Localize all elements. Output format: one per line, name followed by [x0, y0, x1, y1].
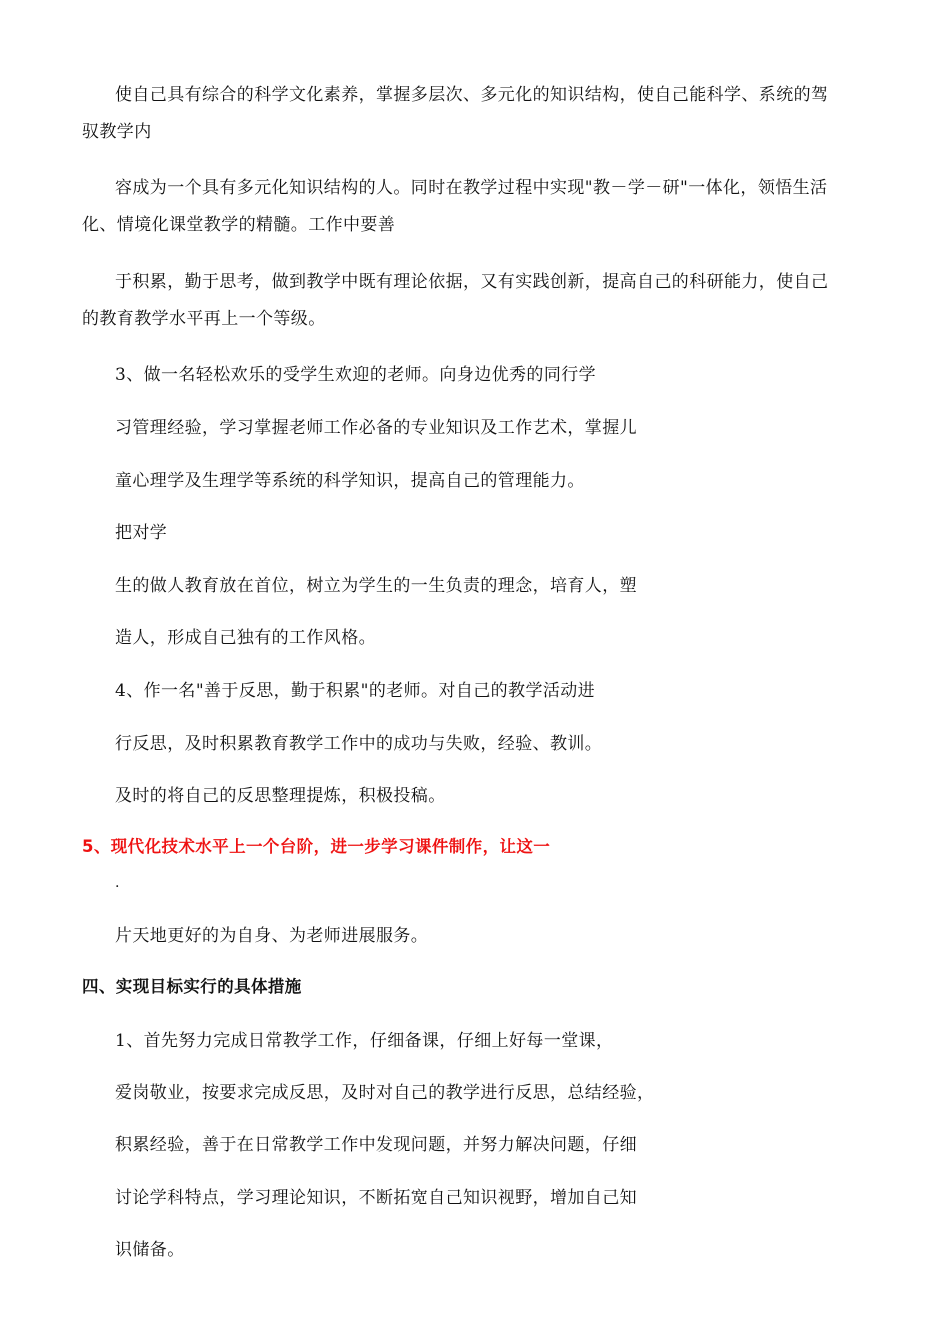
paragraph-1 [82, 84, 854, 143]
paragraph-2-line-1: 容成为一个具有多元化知识结构的人。同时在教学过程中实现"教－学－研"一体化，领悟生活 [115, 178, 828, 198]
paragraph-2-line-2: 化、情境化课堂教学的精髓。工作中要善 [82, 215, 396, 235]
paragraph-2 [82, 177, 854, 236]
text-line: 积累经验，善于在日常教学工作中发现问题，并努力解决问题，仔细 [115, 1135, 637, 1155]
text-line: 把对学 [115, 523, 168, 543]
text-line: 爱岗敬业，按要求完成反思，及时对自己的教学进行反思，总结经验， [115, 1083, 655, 1103]
text-line: 片天地更好的为自身、为老师进展服务。 [115, 926, 429, 946]
text-line: 及时的将自己的反思整理提炼，积极投稿。 [115, 786, 446, 806]
text-line: 行反思，及时积累教育教学工作中的成功与失败，经验、教训。 [115, 734, 603, 754]
text-line: 造人，形成自己独有的工作风格。 [115, 628, 376, 648]
red-heading: 5、现代化技术水平上一个台阶，进一步学习课件制作，让这一 [82, 837, 551, 856]
text-line: 4、作一名"善于反思，勤于积累"的老师。对自己的教学活动进 [115, 681, 596, 701]
text-line: 生的做人教育放在首位，树立为学生的一生负责的理念，培育人，塑 [115, 576, 637, 596]
dot-mark: . [115, 875, 120, 891]
text-line: 习管理经验，学习掌握老师工作必备的专业知识及工作艺术，掌握儿 [115, 418, 637, 438]
paragraph-3-line-1: 于积累，勤于思考，做到教学中既有理论依据，又有实践创新，提高自己的科研能力，使自己 [115, 272, 829, 292]
text-line: 童心理学及生理学等系统的科学知识，提高自己的管理能力。 [115, 471, 585, 491]
paragraph-3-line-2: 的教育教学水平再上一个等级。 [82, 309, 326, 329]
paragraph-1-line-1: 使自己具有综合的科学文化素养，掌握多层次、多元化的知识结构，使自己能科学、系统的驾 [115, 85, 829, 105]
paragraph-3 [82, 271, 854, 330]
paragraph-1-line-2: 驭教学内 [82, 122, 152, 142]
text-line: 讨论学科特点，学习理论知识，不断拓宽自己知识视野，增加自己知 [115, 1188, 637, 1208]
text-line: 3、做一名轻松欢乐的受学生欢迎的老师。向身边优秀的同行学 [115, 365, 597, 385]
text-line: 识储备。 [115, 1240, 185, 1260]
text-line: 1、首先努力完成日常教学工作，仔细备课，仔细上好每一堂课， [115, 1031, 614, 1051]
section-heading: 四、实现目标实行的具体措施 [82, 977, 302, 996]
